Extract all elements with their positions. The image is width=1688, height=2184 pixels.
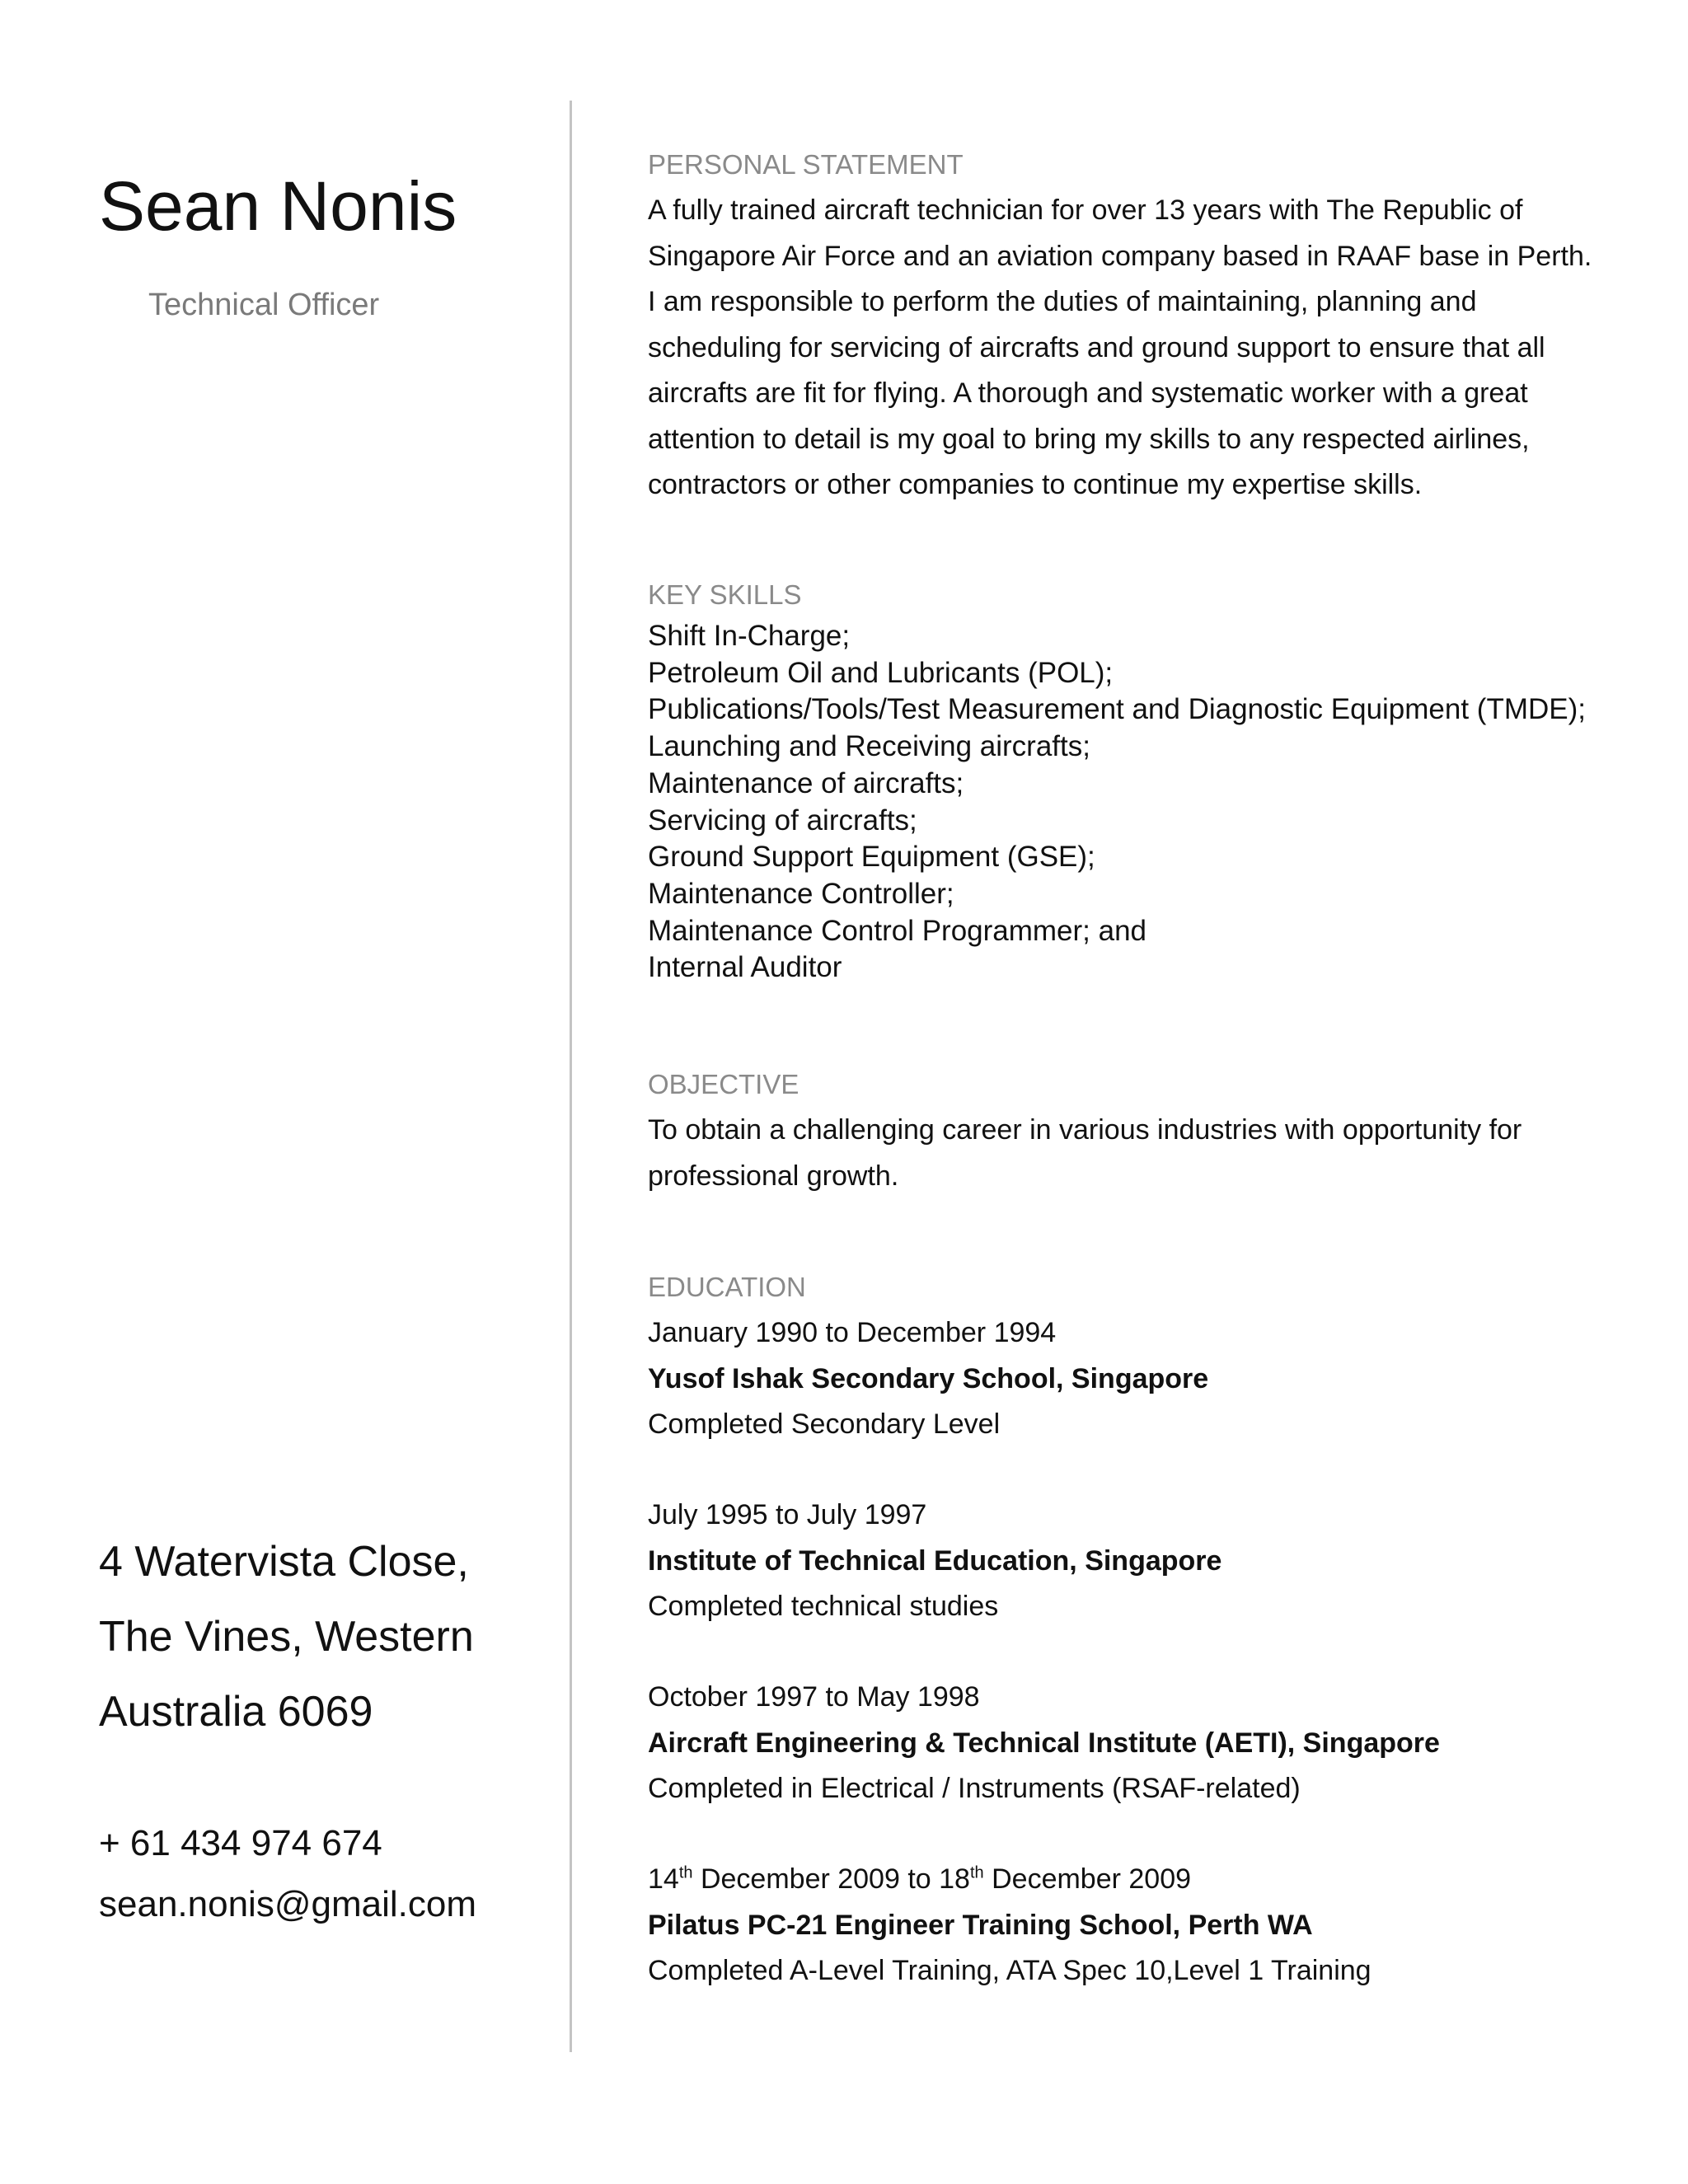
education-school: Pilatus PC-21 Engineer Training School, Perth WA	[648, 1909, 1313, 1941]
skill-item: Publications/Tools/Test Measurement and Diagnostic Equipment (TMDE);	[648, 693, 1586, 726]
job-title: Technical Officer	[148, 288, 380, 322]
skill-item: Petroleum Oil and Lubricants (POL);	[648, 656, 1114, 689]
date-end-day: 18	[939, 1863, 970, 1895]
skill-item: Maintenance Control Programmer; and	[648, 914, 1147, 947]
education-detail: Completed in Electrical / Instruments (RSAF-related)	[648, 1773, 1301, 1804]
address-line: Australia 6069	[99, 1688, 373, 1736]
education-school: Aircraft Engineering & Technical Institute (AETI), Singapore	[648, 1727, 1440, 1759]
education-detail: Completed Secondary Level	[648, 1408, 1001, 1440]
objective-text	[648, 1108, 1579, 1199]
column-divider	[570, 101, 572, 2052]
education-entry	[648, 1857, 1372, 1994]
address-line: The Vines, Western	[99, 1613, 474, 1661]
objective-line: professional growth.	[648, 1160, 899, 1192]
phone-number: + 61 434 974 674	[99, 1823, 382, 1863]
skill-item: Maintenance of aircrafts;	[648, 766, 964, 799]
education-detail: Completed A-Level Training, ATA Spec 10,Level 1 Training	[648, 1955, 1372, 1986]
address-block	[99, 1525, 474, 1750]
education-heading: EDUCATION	[648, 1272, 806, 1302]
objective-line: To obtain a challenging career in various industries with opportunity for	[648, 1114, 1522, 1146]
statement-line: A fully trained aircraft technician for over 13 years with The Republic of	[648, 194, 1523, 226]
education-entry	[648, 1493, 1221, 1630]
skill-item: Internal Auditor	[648, 951, 842, 984]
statement-line: Singapore Air Force and an aviation company based in RAAF base in Perth.	[648, 240, 1592, 272]
education-detail: Completed technical studies	[648, 1591, 999, 1622]
date-start-rest: December 2009 to	[692, 1863, 940, 1895]
sidebar	[99, 0, 560, 2184]
email-address: sean.nonis@gmail.com	[99, 1884, 476, 1924]
date-start-day: 14	[648, 1863, 679, 1895]
statement-line: contractors or other companies to continue my expertise skills.	[648, 469, 1423, 500]
skill-item: Shift In-Charge;	[648, 620, 851, 652]
skill-item: Ground Support Equipment (GSE);	[648, 841, 1095, 874]
date-start-suffix: th	[678, 1863, 693, 1882]
education-entry	[648, 1675, 1440, 1812]
candidate-name: Sean Nonis	[99, 167, 457, 245]
skill-item: Maintenance Controller;	[648, 877, 954, 910]
contact-block	[99, 1813, 476, 1935]
statement-line: aircrafts are fit for flying. A thorough and systematic worker with a great	[648, 377, 1528, 409]
skill-item: Launching and Receiving aircrafts;	[648, 730, 1090, 763]
education-entry	[648, 1310, 1208, 1448]
skill-item: Servicing of aircrafts;	[648, 804, 917, 837]
key-skills-heading: KEY SKILLS	[648, 579, 802, 610]
key-skills-list	[648, 618, 1586, 987]
date-end-suffix: th	[969, 1863, 984, 1882]
education-dates: October 1997 to May 1998	[648, 1681, 980, 1713]
education-dates	[648, 1857, 1372, 1903]
statement-line: scheduling for servicing of aircrafts and ground support to ensure that all	[648, 331, 1545, 363]
statement-line: attention to detail is my goal to bring my skills to any respected airlines,	[648, 423, 1530, 455]
address-line: 4 Watervista Close,	[99, 1538, 469, 1586]
personal-statement-heading: PERSONAL STATEMENT	[648, 149, 964, 180]
education-school: Institute of Technical Education, Singapore	[648, 1544, 1222, 1577]
education-school: Yusof Ishak Secondary School, Singapore	[648, 1362, 1209, 1394]
education-dates: January 1990 to December 1994	[648, 1317, 1057, 1348]
personal-statement-text	[648, 188, 1592, 509]
objective-heading: OBJECTIVE	[648, 1069, 799, 1099]
statement-line: I am responsible to perform the duties of maintaining, planning and	[648, 286, 1477, 317]
education-dates: July 1995 to July 1997	[648, 1499, 927, 1530]
date-end-rest: December 2009	[983, 1863, 1192, 1895]
